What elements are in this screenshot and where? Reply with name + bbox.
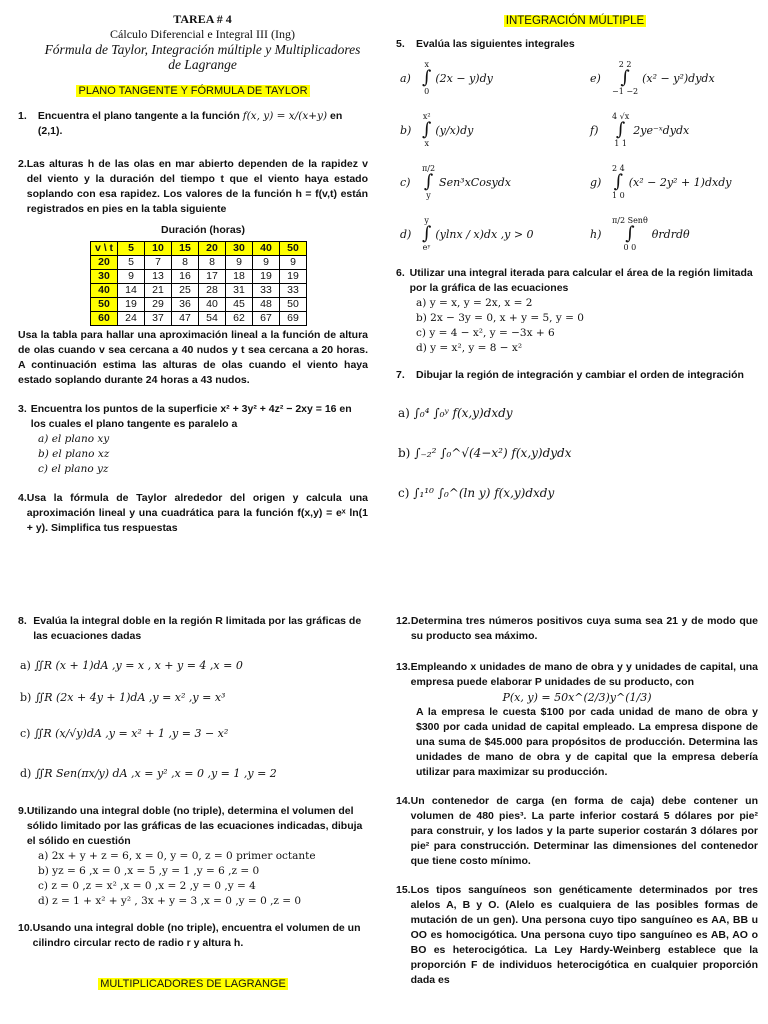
problem-2 bbox=[18, 157, 368, 217]
problem-5 bbox=[396, 37, 754, 52]
integral-sign: ∫ bbox=[613, 171, 624, 192]
problem-number: 12. bbox=[396, 615, 411, 627]
table-cell: 9 bbox=[226, 256, 253, 270]
table-cell: 19 bbox=[253, 270, 280, 284]
problem-number: 15. bbox=[396, 884, 411, 896]
problem-number: 10. bbox=[18, 922, 33, 934]
problem-1 bbox=[18, 109, 368, 139]
table-header-cell: 15 bbox=[172, 242, 199, 256]
section-heading-tangent: PLANO TANGENTE Y FÓRMULA DE TAYLOR bbox=[78, 85, 308, 97]
list-item: b) ∫₋₂² ∫₀^√(4−x²) f(x,y)dydx bbox=[398, 446, 572, 460]
upper-limit: π/2 bbox=[422, 164, 436, 173]
option: c) el plano yz bbox=[38, 463, 109, 475]
integral-limits bbox=[422, 112, 431, 148]
duration-table bbox=[90, 241, 307, 326]
lower-limit: 1 1 bbox=[614, 139, 627, 148]
problem-4 bbox=[18, 491, 368, 536]
integral-item bbox=[590, 60, 750, 96]
problem-8-items bbox=[20, 650, 368, 794]
table-header-cell: 10 bbox=[145, 242, 172, 256]
problem-text: Usando una integral doble (no triple), encuentra el volumen de un cilindro circular recto de radio r y altura h. bbox=[32, 922, 361, 949]
table-cell: 54 bbox=[199, 312, 226, 326]
table-cell: 24 bbox=[118, 312, 145, 326]
upper-limit: π/2 Senθ bbox=[612, 216, 648, 225]
row-header-cell: 20 bbox=[91, 256, 118, 270]
lower-limit: 0 bbox=[424, 87, 430, 96]
option: b) el plano xz bbox=[38, 448, 110, 460]
list-item: a) y = x, y = 2x, x = 2 bbox=[416, 297, 533, 309]
table-title: Duración (horas) bbox=[160, 224, 245, 236]
item-label: e) bbox=[590, 71, 601, 85]
table-cell: 36 bbox=[172, 298, 199, 312]
table-cell: 19 bbox=[280, 270, 307, 284]
upper-limit: x bbox=[424, 60, 429, 69]
problem-13-continued: A la empresa le cuesta $100 por cada unidad de mano de obra y $300 por cada unidad de capital empleado. La empresa dispone de una suma de $45.000 para propósitos de producción. Determina las unidades de mano de obra y de capital que la empresa debería utilizar para maximizar su producción. bbox=[416, 706, 758, 778]
table-header-row bbox=[91, 242, 307, 256]
table-header-cell: 30 bbox=[226, 242, 253, 256]
left-top-column bbox=[18, 84, 368, 536]
lower-limit: 0 0 bbox=[623, 243, 637, 252]
problem-6-items bbox=[396, 296, 754, 356]
upper-limit: 4 √x bbox=[612, 112, 630, 121]
table-cell: 50 bbox=[280, 298, 307, 312]
table-cell: 29 bbox=[145, 298, 172, 312]
left-bottom-column bbox=[18, 614, 368, 992]
problem-text: Un contenedor de carga (en forma de caja) debe contener un volumen de 480 pies³. La parte inferior costará 5 dólares por pie² para construir, y los lados y la parte superior costarán 3 dólares por pie² para construcción. Determinar las dimensiones del contenedor que tiene costo mínimo. bbox=[410, 795, 758, 867]
integrand: (y/x)dy bbox=[435, 123, 474, 137]
problem-6 bbox=[396, 266, 754, 296]
table-header-cell: 40 bbox=[253, 242, 280, 256]
item-label: h) bbox=[590, 227, 602, 241]
integral-limits bbox=[422, 164, 435, 200]
list-item: c) y = 4 − x², y = −3x + 6 bbox=[416, 327, 555, 339]
integral-item bbox=[590, 164, 750, 200]
table-row bbox=[91, 298, 307, 312]
problem-text: Evalúa la integral doble en la región R limitada por las gráficas de las ecuaciones dadas bbox=[33, 615, 362, 642]
problem-number: 6. bbox=[396, 267, 405, 279]
list-item: b) 2x − 3y = 0, x + y = 5, y = 0 bbox=[416, 312, 584, 324]
subtitle-line-1: Fórmula de Taylor, Integración múltiple y Multiplicadores bbox=[44, 42, 361, 57]
upper-limit: 2 4 bbox=[612, 164, 625, 173]
table-cell: 28 bbox=[199, 284, 226, 298]
problem-number: 7. bbox=[396, 369, 405, 381]
upper-limit: y bbox=[424, 216, 429, 225]
problem-text: Utilizando una integral doble (no triple), determina el volumen del sólido limitado por las gráficas de las ecuaciones indicadas, dibuja el sólido en cuestión bbox=[26, 805, 363, 847]
integral-limits bbox=[612, 112, 629, 148]
problem-12 bbox=[396, 614, 758, 644]
problem-number: 13. bbox=[396, 661, 411, 673]
table-cell: 17 bbox=[199, 270, 226, 284]
integral-list-5 bbox=[400, 60, 754, 252]
problem-2-followup: Usa la tabla para hallar una aproximación lineal a la función de altura de olas cuando v sea cercana a 40 nudos y t sea cercana a 20 horas. A continuación estima las alturas de olas cuando el viento haya estado soplando durante 24 horas a 43 nudos. bbox=[18, 329, 368, 386]
table-cell: 14 bbox=[118, 284, 145, 298]
course-name: Cálculo Diferencial e Integral III (Ing) bbox=[110, 27, 295, 41]
problem-number: 3. bbox=[18, 403, 27, 415]
problem-number: 5. bbox=[396, 38, 405, 50]
table-cell: 21 bbox=[145, 284, 172, 298]
integral-limits bbox=[422, 60, 431, 96]
integral-item bbox=[400, 164, 590, 200]
table-row bbox=[91, 312, 307, 326]
table-cell: 7 bbox=[145, 256, 172, 270]
integral-sign: ∫ bbox=[422, 223, 432, 244]
integral-sign: ∫ bbox=[422, 119, 432, 140]
integral-limits bbox=[422, 216, 431, 252]
problem-text: Las alturas h de las olas en mar abierto dependen de la rapidez v del viento y la duración del tiempo t que el viento haya estado soplando con esa rapidez. Los valores de la función h = f(v,t) están registrados en pies en la tabla siguiente bbox=[26, 158, 368, 215]
problem-10 bbox=[18, 921, 368, 951]
list-item: c) ∬R (x/√y)dA ,y = x² + 1 ,y = 3 − x² bbox=[20, 727, 229, 740]
subtitle-line-2: de Lagrange bbox=[168, 57, 237, 72]
problem-8 bbox=[18, 614, 368, 644]
problem-9 bbox=[18, 804, 368, 849]
integral-sign: ∫ bbox=[423, 171, 434, 192]
table-cell: 31 bbox=[226, 284, 253, 298]
upper-limit: x² bbox=[422, 112, 431, 121]
problem-9-items bbox=[18, 849, 368, 909]
option: a) el plano xy bbox=[38, 433, 110, 445]
list-item: d) z = 1 + x² + y² , 3x + y = 3 ,x = 0 ,y = 0 ,z = 0 bbox=[38, 895, 302, 907]
table-cell: 16 bbox=[172, 270, 199, 284]
production-formula: P(x, y) = 50x^(2/3)y^(1/3) bbox=[502, 691, 652, 704]
integrand: Sen³xCosydx bbox=[439, 175, 511, 189]
table-cell: 62 bbox=[226, 312, 253, 326]
problem-7 bbox=[396, 368, 754, 383]
item-label: b) bbox=[400, 123, 412, 137]
table-cell: 67 bbox=[253, 312, 280, 326]
table-cell: 9 bbox=[280, 256, 307, 270]
list-item: d) ∬R Sen(πx/y) dA ,x = y² ,x = 0 ,y = 1 ,y = 2 bbox=[20, 767, 277, 780]
header bbox=[20, 12, 385, 72]
lower-limit: y bbox=[426, 191, 431, 200]
problem-text: Determina tres números positivos cuya suma sea 21 y de modo que su producto sea máximo. bbox=[410, 615, 758, 642]
integral-item bbox=[400, 60, 590, 96]
problem-number: 2. bbox=[18, 158, 27, 170]
integral-item bbox=[590, 216, 750, 252]
list-item: a) 2x + y + z = 6, x = 0, y = 0, z = 0 primer octante bbox=[38, 850, 316, 862]
row-header-cell: 40 bbox=[91, 284, 118, 298]
integral-sign: ∫ bbox=[625, 223, 635, 244]
page-title: TAREA # 4 bbox=[173, 12, 232, 26]
table-cell: 40 bbox=[199, 298, 226, 312]
right-bottom-column bbox=[396, 614, 758, 988]
list-item: b) ∬R (2x + 4y + 1)dA ,y = x² ,y = x³ bbox=[20, 691, 226, 704]
problem-number: 8. bbox=[18, 615, 27, 627]
integral-sign: ∫ bbox=[615, 119, 626, 140]
table-cell: 18 bbox=[226, 270, 253, 284]
list-item: d) y = x², y = 8 − x² bbox=[416, 342, 523, 354]
lower-limit: x bbox=[424, 139, 429, 148]
problem-3-options bbox=[18, 432, 368, 477]
subtitle bbox=[20, 42, 385, 72]
problem-number: 4. bbox=[18, 492, 27, 504]
problem-text: Encuentra el plano tangente a la función bbox=[37, 110, 240, 122]
integrand: 2ye⁻ˣdydx bbox=[633, 123, 690, 137]
table-cell: 69 bbox=[280, 312, 307, 326]
problem-tail: en (2,1). bbox=[37, 110, 343, 137]
problem-text: Los tipos sanguíneos son genéticamente determinados por tres alelos A, B y O. (Alelo es cualquiera de las posibles formas de mutación de un gen). Una persona cuyo tipo sanguíneo es AA, BB u OO es homocigótica. Una persona cuyo tipo sanguíneo es AB, AO o BO es heterocigótica. La Ley Hardy-Weinberg establece que la proporción F de individuos heterocigótica en cualquier proporción dada es bbox=[410, 884, 758, 986]
integrand: (ylnx / x)dx ,y > 0 bbox=[435, 227, 534, 241]
problem-13 bbox=[396, 660, 758, 690]
row-header-cell: 60 bbox=[91, 312, 118, 326]
integral-limits bbox=[612, 60, 638, 96]
integral-sign: ∫ bbox=[620, 67, 630, 88]
section-heading-multiple: INTEGRACIÓN MÚLTIPLE bbox=[505, 15, 645, 27]
item-label: g) bbox=[590, 175, 602, 189]
integrand: (x² − y²)dydx bbox=[642, 71, 715, 85]
table-cell: 45 bbox=[226, 298, 253, 312]
problem-text: Usa la fórmula de Taylor alrededor del origen y calcula una aproximación lineal y una cuadrática para la función f(x,y) = eˣ ln(1 + y). Simplifica tus respuestas bbox=[26, 492, 368, 534]
lower-limit: 1 0 bbox=[612, 191, 625, 200]
integral-item bbox=[590, 112, 750, 148]
table-row bbox=[91, 256, 307, 270]
list-item: a) ∫₀⁴ ∫₀ʸ f(x,y)dxdy bbox=[398, 406, 513, 420]
problem-number: 9. bbox=[18, 805, 27, 817]
upper-limit: 2 2 bbox=[618, 60, 632, 69]
table-row bbox=[91, 270, 307, 284]
row-header-cell: 30 bbox=[91, 270, 118, 284]
problem-text: Empleando x unidades de mano de obra y y unidades de capital, una empresa puede elaborar P unidades de su producto, con bbox=[410, 661, 758, 688]
table-cell: 48 bbox=[253, 298, 280, 312]
problem-text: Evalúa las siguientes integrales bbox=[416, 38, 575, 50]
table-cell: 13 bbox=[145, 270, 172, 284]
table-cell: 19 bbox=[118, 298, 145, 312]
list-item: c) z = 0 ,z = x² ,x = 0 ,x = 2 ,y = 0 ,y = 4 bbox=[38, 880, 256, 892]
problem-3 bbox=[18, 402, 368, 432]
list-item: a) ∬R (x + 1)dA ,y = x , x + y = 4 ,x = 0 bbox=[20, 659, 243, 672]
problem-number: 1. bbox=[18, 110, 27, 122]
table-cell: 9 bbox=[118, 270, 145, 284]
integral-limits bbox=[612, 216, 648, 252]
integrand: (2x − y)dy bbox=[435, 71, 493, 85]
lower-limit: eʸ bbox=[422, 243, 431, 252]
table-row bbox=[91, 284, 307, 298]
problem-formula: f(x, y) = x/(x+y) bbox=[242, 110, 328, 122]
problem-number: 14. bbox=[396, 795, 411, 807]
table-cell: 8 bbox=[172, 256, 199, 270]
table-cell: 8 bbox=[199, 256, 226, 270]
right-top-column bbox=[396, 14, 754, 513]
table-cell: 33 bbox=[280, 284, 307, 298]
problem-7-items bbox=[398, 393, 754, 513]
table-cell: 33 bbox=[253, 284, 280, 298]
problem-14 bbox=[396, 794, 758, 869]
list-item: b) yz = 6 ,x = 0 ,x = 5 ,y = 1 ,y = 6 ,z = 0 bbox=[38, 865, 260, 877]
section-heading-lagrange: MULTIPLICADORES DE LAGRANGE bbox=[100, 978, 286, 990]
row-header-cell: 50 bbox=[91, 298, 118, 312]
integral-limits bbox=[612, 164, 625, 200]
item-label: f) bbox=[590, 123, 599, 137]
table-header-cell: v \ t bbox=[91, 242, 118, 256]
integral-sign: ∫ bbox=[422, 67, 432, 88]
table-cell: 5 bbox=[118, 256, 145, 270]
table-cell: 25 bbox=[172, 284, 199, 298]
problem-text: Encuentra los puntos de la superficie x² + 3y² + 4z² − 2xy = 16 en los cuales el plano tangente es paralelo a bbox=[30, 403, 352, 430]
table-cell: 47 bbox=[172, 312, 199, 326]
table-header-cell: 50 bbox=[280, 242, 307, 256]
integrand: (x² − 2y² + 1)dxdy bbox=[628, 175, 732, 189]
item-label: d) bbox=[400, 227, 412, 241]
integral-item bbox=[400, 112, 590, 148]
item-label: c) bbox=[400, 175, 411, 189]
problem-text: Dibujar la región de integración y cambiar el orden de integración bbox=[416, 369, 744, 381]
table-header-cell: 20 bbox=[199, 242, 226, 256]
problem-15 bbox=[396, 883, 758, 988]
table-cell: 9 bbox=[253, 256, 280, 270]
item-label: a) bbox=[400, 71, 411, 85]
problem-text: Utilizar una integral iterada para calcular el área de la región limitada por la gráfica de las ecuaciones bbox=[409, 267, 753, 294]
table-cell: 37 bbox=[145, 312, 172, 326]
lower-limit: −1 −2 bbox=[612, 87, 639, 96]
list-item: c) ∫₁¹⁰ ∫₀^(ln y) f(x,y)dxdy bbox=[398, 486, 555, 500]
table-header-cell: 5 bbox=[118, 242, 145, 256]
integral-item bbox=[400, 216, 590, 252]
integrand: θrdrdθ bbox=[651, 227, 690, 241]
